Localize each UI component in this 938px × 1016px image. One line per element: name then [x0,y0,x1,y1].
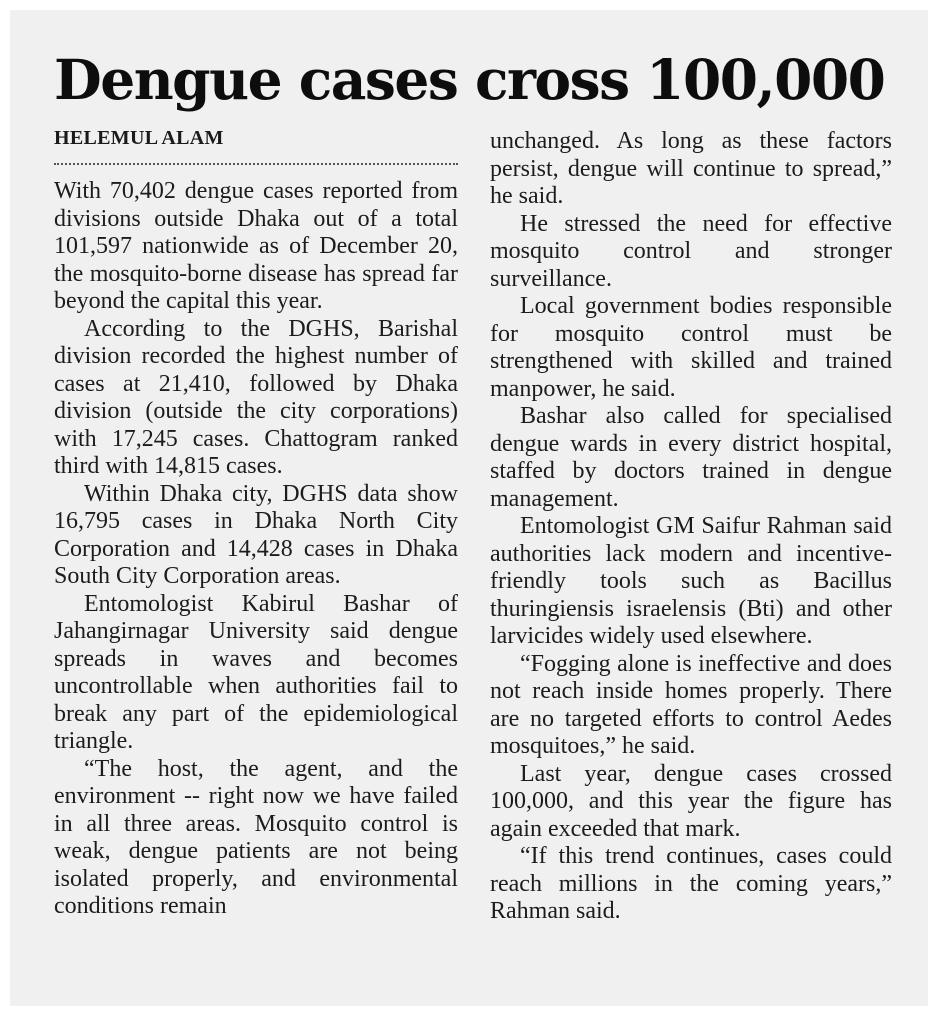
paragraph: Local government bodies responsible for mosquito control must be strengthened with skilled and trained manpower, he said. [490,293,892,402]
paragraph: Bashar also called for specialised dengue wards in every district hospital, staffed by doctors trained in dengue management. [490,403,892,512]
paragraph: Entomologist GM Saifur Rahman said authorities lack modern and incentive-friendly tools such as Bacillus thuringiensis israelensis (Bti) and other larvicides widely used elsewhere. [490,513,892,649]
paragraph: Within Dhaka city, DGHS data show 16,795 cases in Dhaka North City Corporation and 14,428 cases in Dhaka South City Corporation areas. [54,480,458,589]
paragraph: unchanged. As long as these factors persist, dengue will continue to spread,” he said. [490,128,892,209]
paragraph: “If this trend continues, cases could reach millions in the coming years,” Rahman said. [490,843,892,924]
paragraph: “The host, the agent, and the environment -- right now we have failed in all three areas. Mosquito control is weak, dengue patients are not being isolated properly, and environmental conditions remain [54,755,458,919]
paragraph: Entomologist Kabirul Bashar of Jahangirnagar University said dengue spreads in waves and becomes uncontrollable when authorities fail to break any part of the epidemiological triangle. [54,590,458,754]
paragraph: According to the DGHS, Barishal division recorded the highest number of cases at 21,410, followed by Dhaka division (outside the city corporations) with 17,245 cases. Chattogram ranked third with 14,815 cases. [54,315,458,479]
left-column [54,178,458,921]
right-column [490,128,892,926]
byline-divider [54,163,458,165]
newspaper-clipping [10,10,928,1006]
paragraph: “Fogging alone is ineffective and does not reach inside homes properly. There are no targeted efforts to control Aedes mosquitoes,” he said. [490,650,892,759]
paragraph: Last year, dengue cases crossed 100,000, and this year the figure has again exceeded that mark. [490,760,892,842]
byline: HELEMUL ALAM [54,127,224,149]
paragraph: He stressed the need for effective mosquito control and stronger surveillance. [490,210,892,292]
headline: Dengue cases cross 100,000 [54,47,885,112]
paragraph: With 70,402 dengue cases reported from divisions outside Dhaka out of a total 101,597 nationwide as of December 20, the mosquito-borne disease has spread far beyond the capital this year. [54,178,458,314]
